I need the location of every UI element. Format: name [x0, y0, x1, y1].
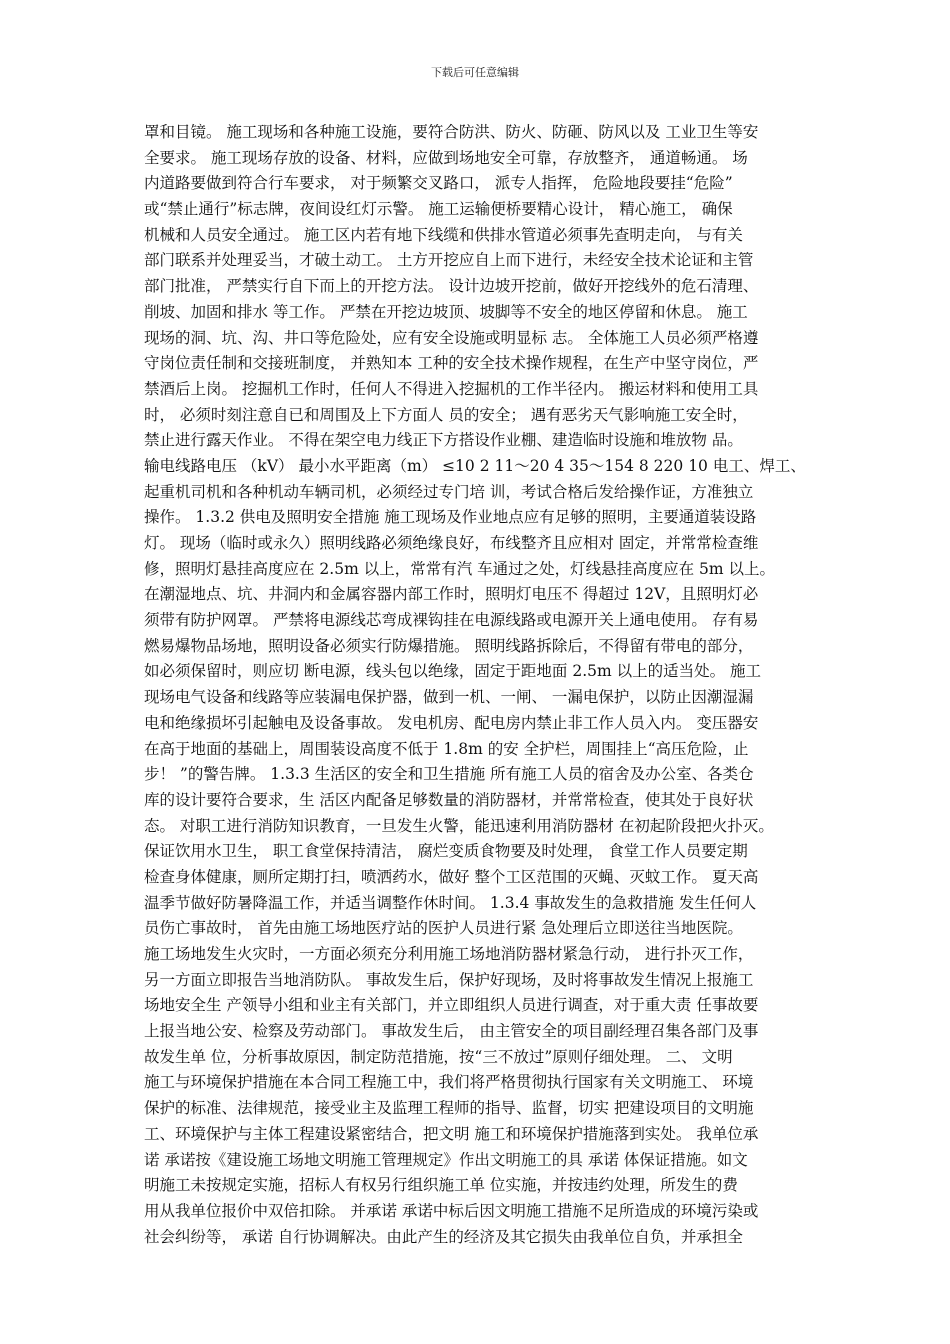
body-line: 在潮湿地点、坑、井洞内和金属容器内部工作时，照明灯电压不 得超过 12V，且照明灯必 [144, 585, 759, 604]
body-line: 另一方面立即报告当地消防队。 事故发生后，保护好现场，及时将事故发生情况上报施工 [144, 970, 754, 989]
body-line: 电和绝缘损坏引起触电及设备事故。 发电机房、配电房内禁止非工作人员入内。 变压器安 [144, 713, 759, 732]
body-line: 库的设计要符合要求，生 活区内配备足够数量的消防器材，并常常检查，使其处于良好状 [144, 790, 754, 809]
body-line: 修，照明灯悬挂高度应在 2.5m 以上，常常有汽 车通过之处，灯线悬挂高度应在 5m 以上。 [144, 559, 776, 578]
body-line: 起重机司机和各种机动车辆司机，必须经过专门培 训，考试合格后发给操作证，方准独立 [144, 482, 754, 501]
body-line: 施工场地发生火灾时，一方面必须充分利用施工场地消防器材紧急行动， 进行扑灭工作， [144, 945, 754, 963]
body-line: 温季节做好防暑降温工作，并适当调整作休时间。 1.3.4 事故发生的急救措施 发生任何人 [144, 893, 757, 912]
body-line: 罩和目镜。 施工现场和各种施工设施，要符合防洪、防火、防砸、防风以及 工业卫生等安 [144, 123, 759, 141]
body-line: 守岗位责任制和交接班制度， 并熟知本 工种的安全技术操作规程，在生产中坚守岗位，严 [144, 354, 759, 373]
body-line: 场地安全生 产领导小组和业主有关部门，并立即组织人员进行调查，对于重大责 任事故要 [144, 996, 759, 1015]
body-line: 时， 必须时刻注意自已和周围及上下方面人 员的安全； 遇有恶劣天气影响施工安全时， [144, 405, 748, 424]
body-line: 工、环境保护与主体工程建设紧密结合，把文明 施工和环境保护措施落到实处。 我单位承 [144, 1124, 759, 1143]
body-line: 机械和人员安全通过。 施工区内若有地下线缆和供排水管道必须事先查明走向， 与有关 [144, 225, 743, 244]
body-line: 社会纠纷等， 承诺 自行协调解决。由此产生的经济及其它损失由我单位自负，并承担全 [144, 1227, 743, 1246]
body-line: 用从我单位报价中双倍扣除。 并承诺 承诺中标后因文明施工措施不足所造成的环境污染或 [144, 1201, 759, 1220]
body-line: 保证饮用水卫生， 职工食堂保持清洁， 腐烂变质食物要及时处理， 食堂工作人员要定期 [144, 842, 748, 861]
body-line: 态。 对职工进行消防知识教育，一旦发生火警，能迅速利用消防器材 在初起阶段把火扑灭。 [144, 816, 774, 835]
body-line: 全要求。 施工现场存放的设备、材料，应做到场地安全可靠，存放整齐， 通道畅通。 场 [144, 148, 748, 167]
body-line: 步！ ”的警告牌。 1.3.3 生活区的安全和卫生措施 所有施工人员的宿舍及办公室、各类仓 [144, 765, 754, 784]
body-line: 明施工未按规定实施，招标人有权另行组织施工单 位实施，并按违约处理，所发生的费 [144, 1176, 738, 1195]
body-line: 检查身体健康，厕所定期打扫，喷洒药水，做好 整个工区范围的灭蝇、灭蚊工作。 夏天高 [144, 867, 759, 886]
body-line: 操作。 1.3.2 供电及照明安全措施 施工现场及作业地点应有足够的照明，主要通道装设路 [144, 508, 757, 527]
body-line: 须带有防护网罩。 严禁将电源线芯弯成裸钩挂在电源线路或电源开关上通电使用。 存有易 [144, 611, 759, 630]
body-line: 灯。 现场（临时或永久）照明线路必须绝缘良好，布线整齐且应相对 固定，并常常检查维 [144, 534, 759, 552]
body-line: 禁止进行露天作业。 不得在架空电力线正下方搭设作业棚、建造临时设施和堆放物 品。 [144, 431, 743, 450]
body-line: 内道路要做到符合行车要求， 对于频繁交叉路口， 派专人指挥， 危险地段要挂“危险” [144, 174, 733, 193]
body-line: 现场电气设备和线路等应装漏电保护器，做到一机、一闸、 一漏电保护，以防止因潮湿漏 [144, 688, 754, 707]
body-line: 诺 承诺按《建设施工场地文明施工管理规定》作出文明施工的具 承诺 体保证措施。如文 [144, 1150, 748, 1169]
body-line: 施工与环境保护措施在本合同工程施工中，我们将严格贯彻执行国家有关文明施工、 环境 [144, 1073, 754, 1092]
body-line: 如必须保留时，则应切 断电源，线头包以绝缘，固定于距地面 2.5m 以上的适当处。 施工 [144, 662, 762, 681]
body-line: 保护的标准、法律规范，接受业主及监理工程师的指导、监督，切实 把建设项目的文明施 [144, 1099, 754, 1118]
body-line: 上报当地公安、检察及劳动部门。 事故发生后， 由主管安全的项目副经理召集各部门及事 [144, 1022, 759, 1041]
body-line: 在高于地面的基础上，周围装设高度不低于 1.8m 的安 全护栏，周围挂上“高压危险，止 [144, 739, 749, 758]
body-line: 输电线路电压 （kV） 最小水平距离（m） ≤10 2 11～20 4 35～154 8 220 10 电工、焊工、 [144, 456, 806, 475]
body-line: 现场的洞、坑、沟、井口等危险处，应有安全设施或明显标 志。 全体施工人员必须严格遵 [144, 328, 759, 347]
page-header: 下载后可任意编辑 [431, 66, 519, 79]
body-line: 或“禁止通行”标志牌，夜间设红灯示警。 施工运输便桥要精心设计， 精心施工， 确保 [144, 200, 733, 219]
body-line: 员伤亡事故时， 首先由施工场地医疗站的医护人员进行紧 急处理后立即送往当地医院。 [144, 919, 743, 938]
body-line: 部门批准， 严禁实行自下而上的开挖方法。 设计边坡开挖前，做好开挖线外的危石清理、 [144, 277, 759, 296]
body-line: 削坡、加固和排水 等工作。 严禁在开挖边坡顶、坡脚等不安全的地区停留和休息。 施工 [144, 302, 748, 321]
body-line: 故发生单 位，分析事故原因，制定防范措施，按“三不放过”原则仔细处理。 二、 文明 [144, 1047, 733, 1066]
document-body [144, 120, 809, 1250]
body-line: 禁酒后上岗。 挖掘机工作时，任何人不得进入挖掘机的工作半径内。 搬运材料和使用工具 [144, 379, 759, 398]
body-line: 部门联系并处理妥当，才破土动工。 土方开挖应自上而下进行，未经安全技术论证和主管 [144, 251, 754, 270]
body-line: 燃易爆物品场地，照明设备必须实行防爆措施。 照明线路拆除后，不得留有带电的部分， [144, 636, 754, 655]
